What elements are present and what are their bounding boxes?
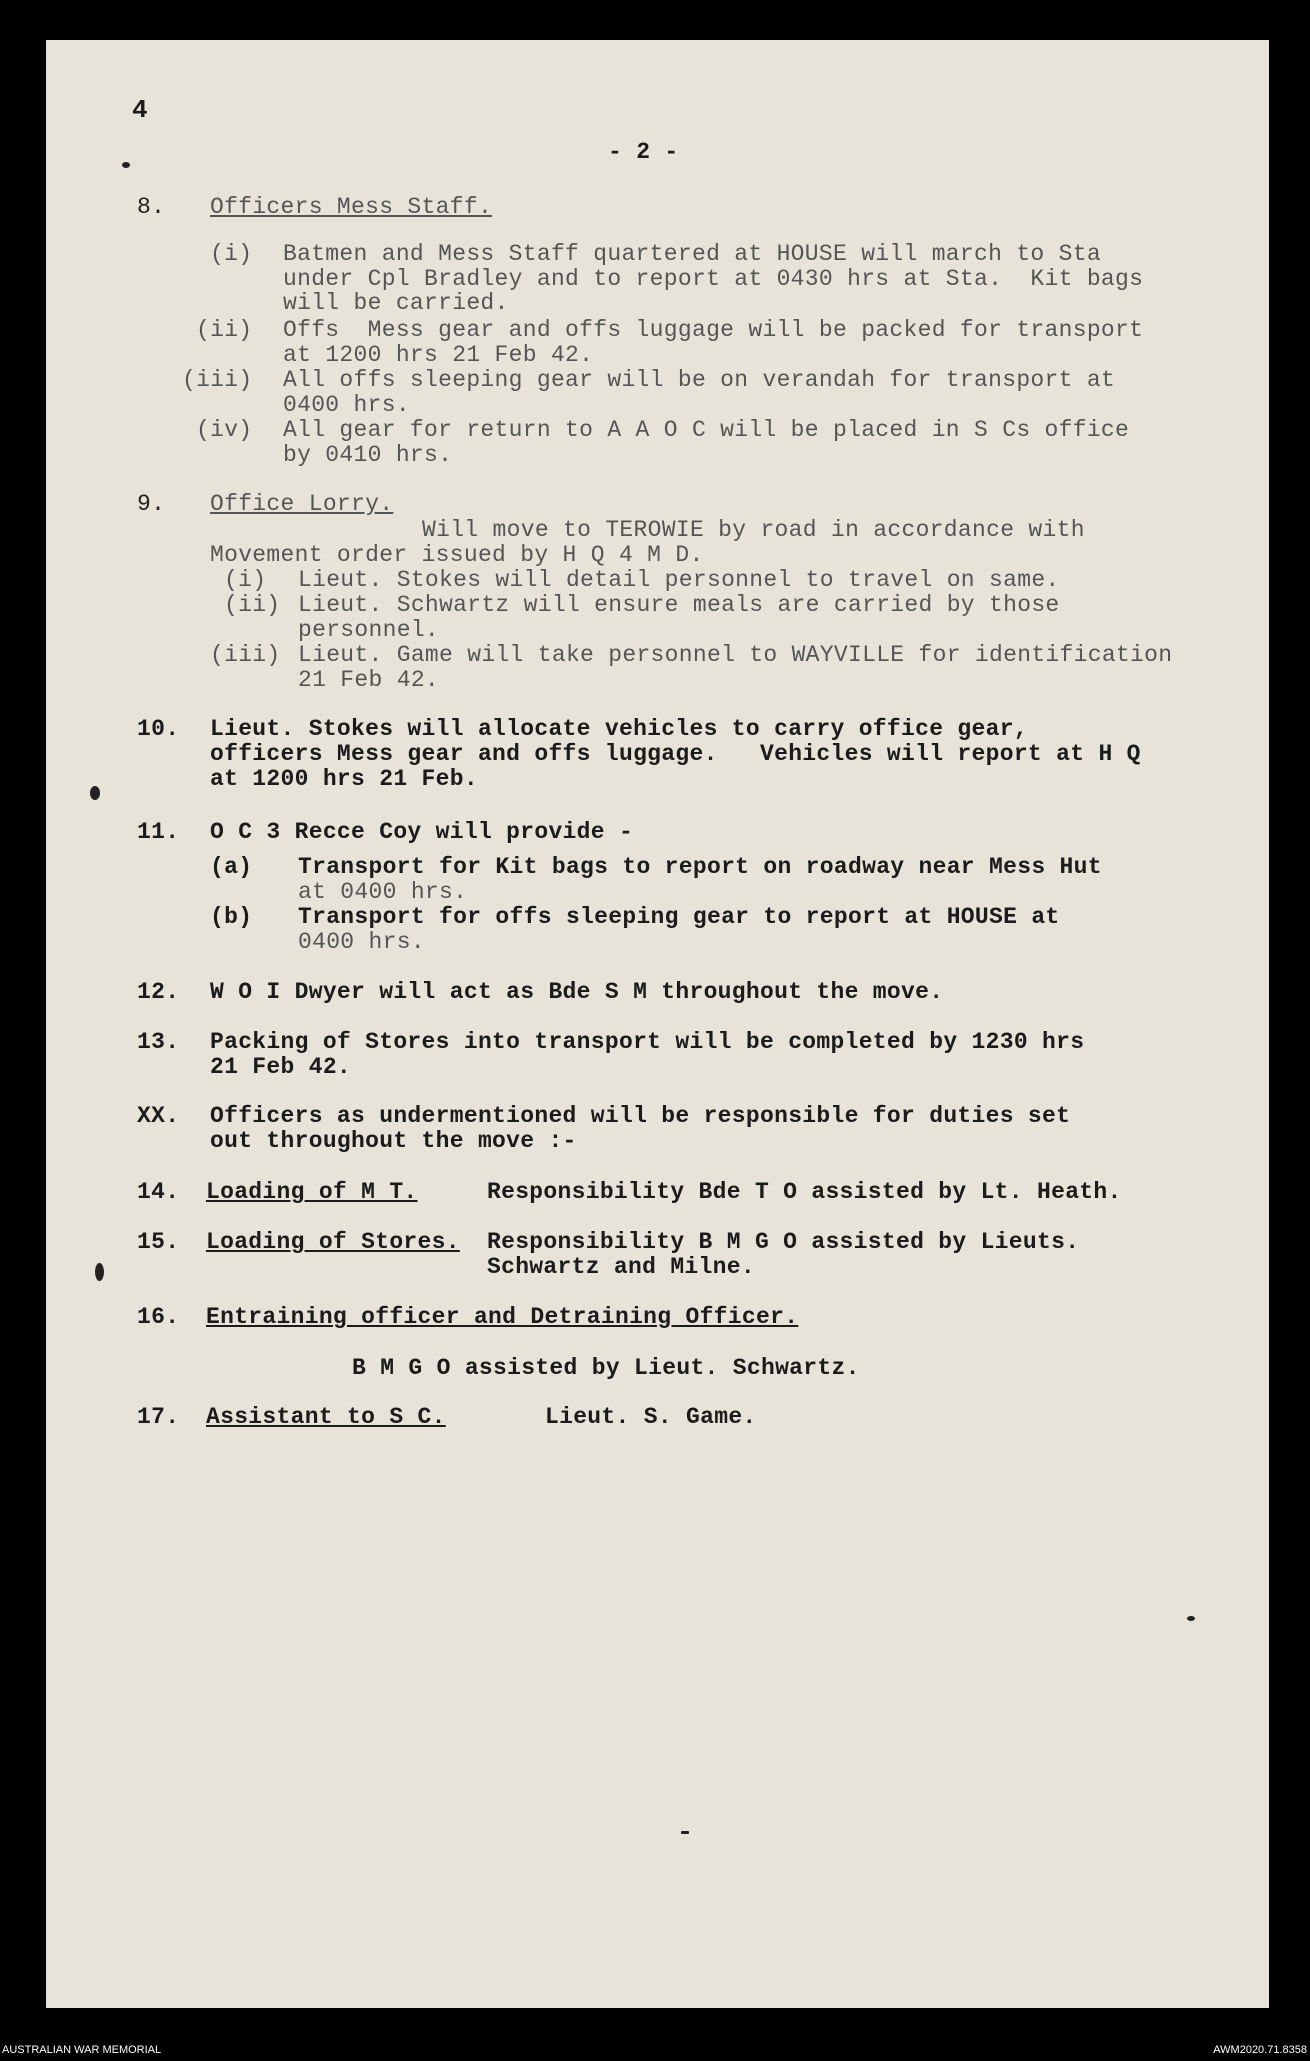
- item-text: Lieut. Stokes will detail personnel to travel on same.: [298, 567, 1060, 593]
- item-text: Transport for Kit bags to report on roadway near Mess Hut: [298, 854, 1102, 880]
- item-text: Lieut. Game will take personnel to WAYVILLE for identification: [298, 642, 1173, 668]
- item-text: personnel.: [298, 617, 440, 643]
- section-text: at 1200 hrs 21 Feb.: [210, 766, 478, 792]
- section-text: Lieut. S. Game.: [545, 1404, 757, 1430]
- section-text: officers Mess gear and offs luggage. Vehicles will report at H Q: [210, 741, 1141, 767]
- section-number: 15.: [137, 1229, 180, 1255]
- ink-spot: [1187, 1616, 1195, 1621]
- item-text: 0400 hrs.: [283, 392, 410, 418]
- item-text: Offs Mess gear and offs luggage will be packed for transport: [283, 317, 1144, 343]
- page-number: - 2 -: [608, 139, 679, 165]
- ink-spot: [122, 162, 130, 168]
- item-marker: (iii): [210, 642, 281, 668]
- item-marker: (iii): [182, 367, 253, 393]
- item-text: All gear for return to A A O C will be placed in S Cs office: [283, 417, 1130, 443]
- section-title: Loading of M T.: [206, 1179, 418, 1205]
- section-text: Officers as undermentioned will be responsible for duties set: [210, 1103, 1071, 1129]
- section-text: W O I Dwyer will act as Bde S M throughout the move.: [210, 979, 944, 1005]
- section-title: Entraining officer and Detraining Officer.: [206, 1304, 799, 1330]
- margin-mark: 4: [132, 95, 148, 125]
- section-text: 21 Feb 42.: [210, 1054, 352, 1080]
- item-marker: (b): [210, 904, 253, 930]
- section-text: Movement order issued by H Q 4 M D.: [210, 542, 704, 568]
- item-text: 21 Feb 42.: [298, 667, 440, 693]
- section-text: out throughout the move :-: [210, 1128, 577, 1154]
- item-text: at 0400 hrs.: [298, 879, 468, 905]
- item-text: Transport for offs sleeping gear to report at HOUSE at: [298, 904, 1060, 930]
- section-number: 10.: [137, 716, 180, 742]
- section-title: Office Lorry.: [210, 491, 394, 517]
- section-text: Will move to TEROWIE by road in accordance with: [422, 517, 1085, 543]
- section-number: 16.: [137, 1304, 180, 1330]
- item-marker: (i): [210, 241, 253, 267]
- section-text: O C 3 Recce Coy will provide -: [210, 819, 634, 845]
- section-text: Schwartz and Milne.: [487, 1254, 755, 1280]
- section-text: Responsibility Bde T O assisted by Lt. Heath.: [487, 1179, 1122, 1205]
- item-text: Batmen and Mess Staff quartered at HOUSE will march to Sta: [283, 241, 1101, 267]
- ink-spot: [681, 1831, 689, 1834]
- item-marker: (a): [210, 854, 253, 880]
- section-number: 17.: [137, 1404, 180, 1430]
- item-text: 0400 hrs.: [298, 929, 425, 955]
- footer-left: AUSTRALIAN WAR MEMORIAL: [2, 2044, 162, 2056]
- item-text: All offs sleeping gear will be on verandah for transport at: [283, 367, 1116, 393]
- item-marker: (i): [224, 567, 267, 593]
- hole-mark: [95, 1263, 104, 1281]
- section-number: 13.: [137, 1029, 180, 1055]
- section-title: Loading of Stores.: [206, 1229, 460, 1255]
- section-number: 12.: [137, 979, 180, 1005]
- section-number: 11.: [137, 819, 180, 845]
- section-text: Lieut. Stokes will allocate vehicles to carry office gear,: [210, 716, 1028, 742]
- section-text: B M G O assisted by Lieut. Schwartz.: [352, 1355, 860, 1381]
- item-marker: (iv): [196, 417, 253, 443]
- section-number: XX.: [137, 1103, 180, 1129]
- footer-right: AWM2020.71.8358: [1213, 2044, 1307, 2056]
- section-text: Responsibility B M G O assisted by Lieuts.: [487, 1229, 1080, 1255]
- section-text: Packing of Stores into transport will be completed by 1230 hrs: [210, 1029, 1085, 1055]
- section-number: 8.: [137, 194, 166, 220]
- section-title: Officers Mess Staff.: [210, 194, 493, 220]
- item-text: will be carried.: [283, 290, 509, 316]
- item-text: at 1200 hrs 21 Feb 42.: [283, 342, 594, 368]
- section-number: 9.: [137, 491, 166, 517]
- item-marker: (ii): [224, 592, 281, 618]
- item-text: under Cpl Bradley and to report at 0430 hrs at Sta. Kit bags: [283, 266, 1144, 292]
- item-text: Lieut. Schwartz will ensure meals are carried by those: [298, 592, 1060, 618]
- item-text: by 0410 hrs.: [283, 442, 453, 468]
- item-marker: (ii): [196, 317, 253, 343]
- section-title: Assistant to S C.: [206, 1404, 446, 1430]
- hole-mark: [90, 786, 100, 800]
- section-number: 14.: [137, 1179, 180, 1205]
